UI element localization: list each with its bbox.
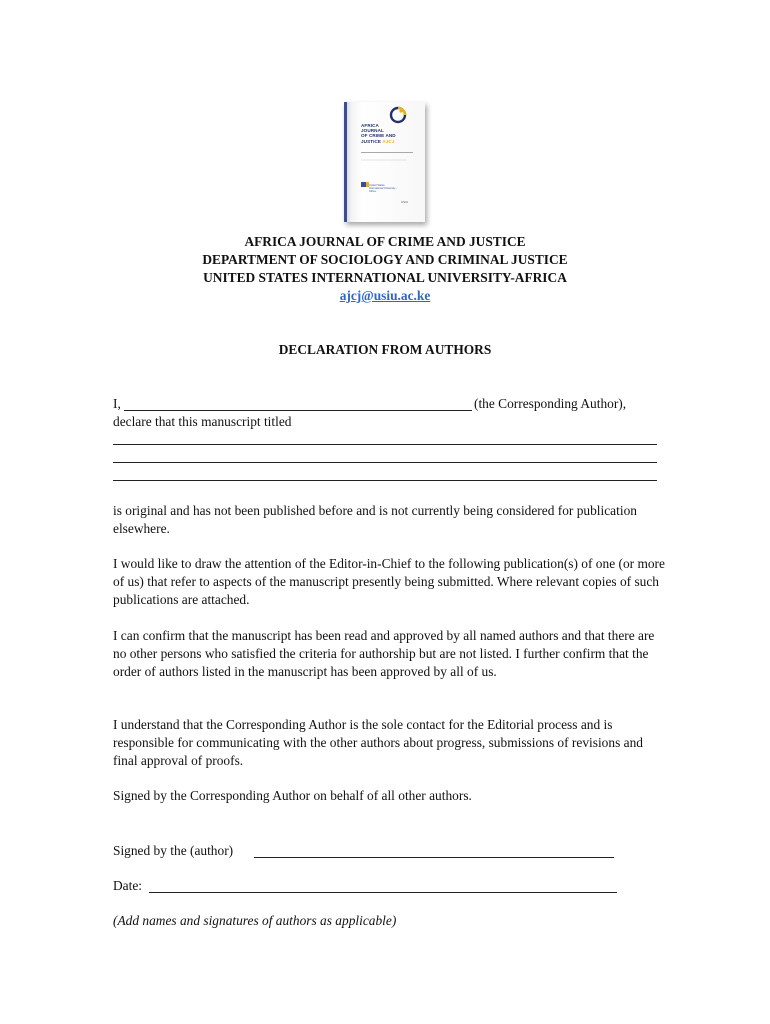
authorship-confirmation-paragraph: I can confirm that the manuscript has been read and approved by all named authors and that there are no other persons who satisfied the criteria for authorship but are not listed. I further confirm that the order of authors listed in the manuscript has been approved by all of us. xyxy=(113,628,655,679)
cover-footer-text: United States International University - Africa xyxy=(369,184,397,193)
manuscript-title-label: declare that this manuscript titled xyxy=(113,414,292,429)
cover-footer-logo: USIU xyxy=(401,200,409,204)
signature-field[interactable] xyxy=(254,857,614,858)
declaration-i-prefix: I, xyxy=(113,396,121,411)
signed-on-behalf-paragraph: Signed by the Corresponding Author on behalf of all other authors. xyxy=(113,788,472,803)
declaration-title: DECLARATION FROM AUTHORS xyxy=(278,342,492,357)
author-name-field[interactable] xyxy=(124,410,472,411)
journal-title: AFRICA JOURNAL OF CRIME AND JUSTICE xyxy=(244,234,526,249)
university-title: UNITED STATES INTERNATIONAL UNIVERSITY-AFRICA xyxy=(203,270,567,285)
department-title: DEPARTMENT OF SOCIOLOGY AND CRIMINAL JUSTICE xyxy=(202,252,568,267)
signed-by-label: Signed by the (author) xyxy=(113,843,234,858)
authors-signatures-note: (Add names and signatures of authors as applicable) xyxy=(113,913,397,928)
manuscript-title-line-3[interactable] xyxy=(113,480,657,481)
originality-paragraph: is original and has not been published before and is not currently being considered for publication elsewhere. xyxy=(113,503,637,536)
cover-title: AFRICA JOURNAL OF CRIME AND JUSTICE AJCJ xyxy=(361,123,396,144)
journal-cover-image xyxy=(344,102,425,222)
manuscript-title-line-2[interactable] xyxy=(113,462,657,463)
contact-email-link[interactable]: ajcj@usiu.ac.ke xyxy=(339,288,431,303)
corresponding-author-paragraph: I understand that the Corresponding Author is the sole contact for the Editorial process and is responsible for communicating with the other authors about progress, submissions of revisions and final approval of proofs. xyxy=(113,717,643,768)
prior-publications-paragraph: I would like to draw the attention of the Editor-in-Chief to the following publication(s) of one (or more of us) that refer to aspects of the manuscript presently being submitted. Where relevant copies of such publications are attached. xyxy=(113,556,665,607)
manuscript-title-line-1[interactable] xyxy=(113,444,657,445)
corresponding-author-label: (the Corresponding Author), xyxy=(474,396,627,411)
journal-logo-icon xyxy=(347,102,425,222)
cover-meta-line xyxy=(361,152,413,153)
date-field[interactable] xyxy=(149,892,617,893)
date-label: Date: xyxy=(113,878,142,893)
